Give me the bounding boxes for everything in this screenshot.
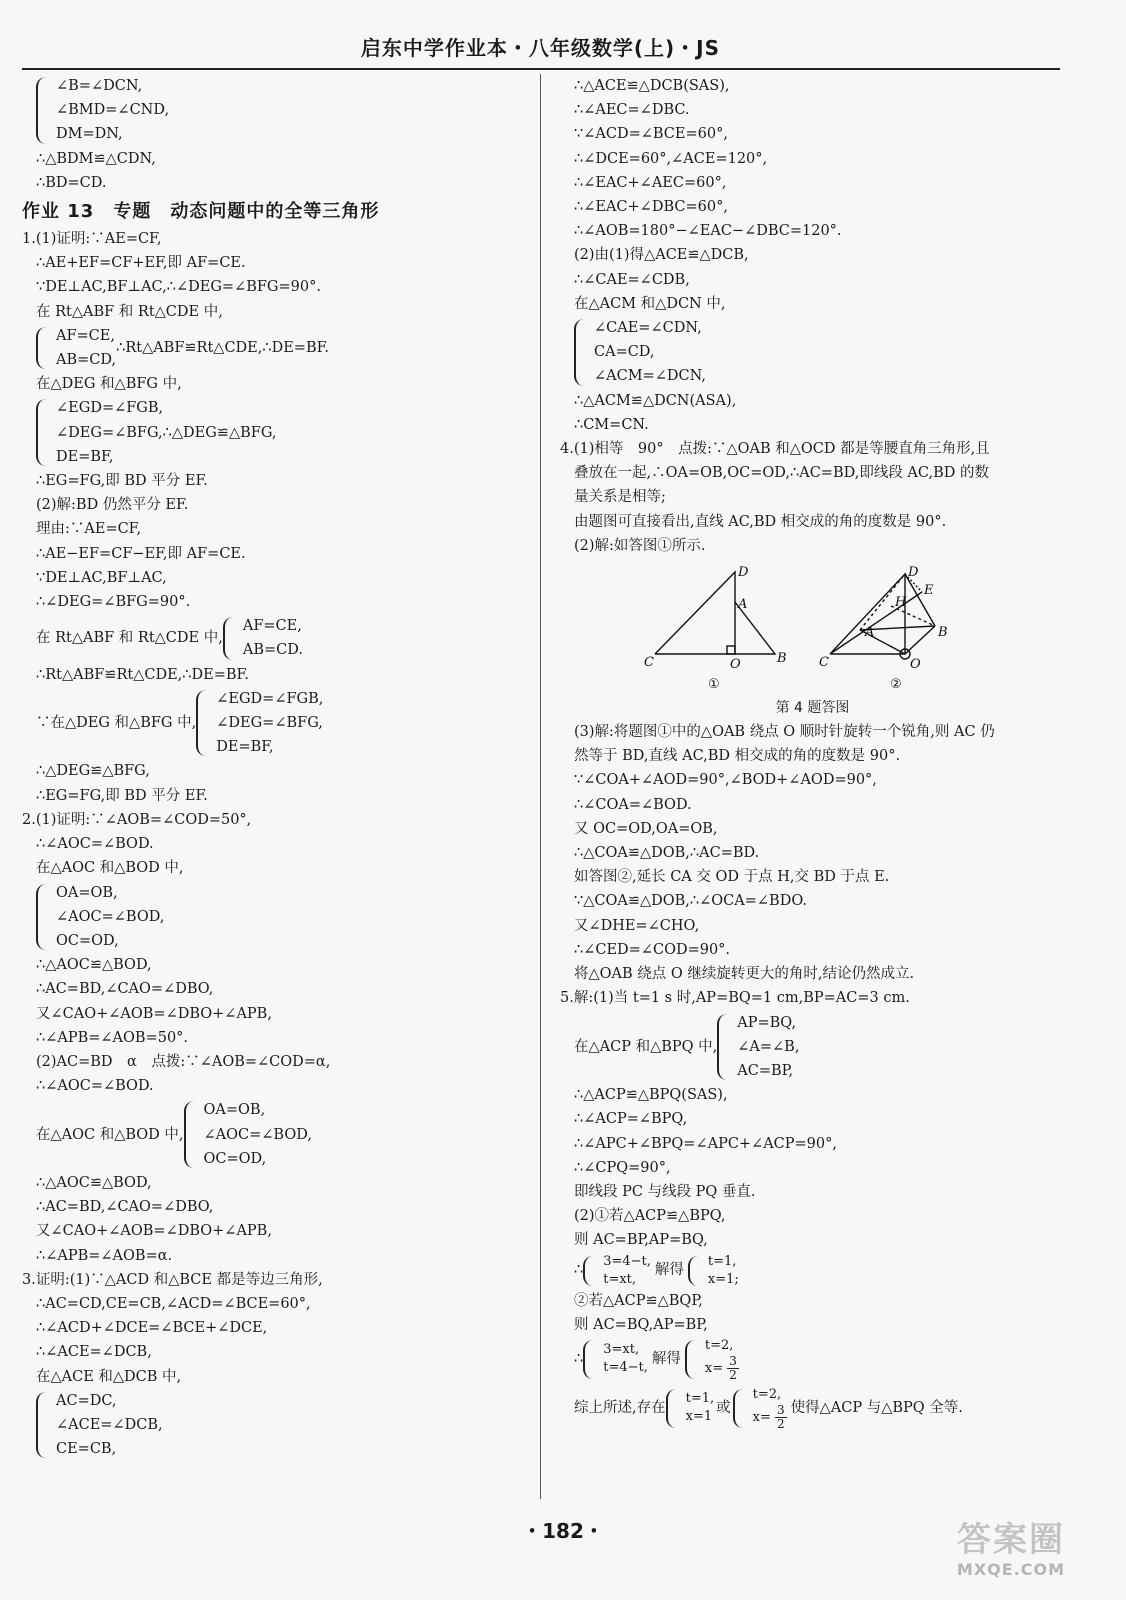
fig1-label-d: D bbox=[738, 565, 749, 581]
left-column bbox=[22, 74, 527, 1461]
text-line: ∴△ACE≌△DCB(SAS), bbox=[574, 78, 730, 94]
fig2-label-c: C bbox=[819, 655, 829, 671]
text-line: ∴△BDM≌△CDN, bbox=[36, 150, 156, 167]
brace-system bbox=[560, 1011, 1065, 1084]
text-line: 又∠CAO+∠AOB=∠DBO+∠APB, bbox=[36, 1005, 272, 1022]
text-line: x= bbox=[752, 1409, 771, 1425]
text-line: 在△ACM 和△DCN 中, bbox=[574, 295, 726, 312]
brace-icon bbox=[583, 1256, 599, 1286]
text-line: ∠DEG=∠BFG, bbox=[216, 715, 323, 732]
text-line: 又 OC=OD,OA=OB, bbox=[574, 820, 718, 837]
watermark-site: MXQE.COM bbox=[956, 1560, 1066, 1579]
text-line: CA=CD, bbox=[594, 344, 655, 361]
fraction-line bbox=[753, 1404, 787, 1431]
text-line: (2)AC=BD α 点拨:∵∠AOB=∠COD=α, bbox=[36, 1053, 331, 1070]
text-line: 3=4−t, bbox=[603, 1253, 651, 1269]
brace-icon bbox=[36, 77, 52, 144]
text-line: 4.(1)相等 90° 点拨:∵△OAB 和△OCD 都是等腰直角三角形,且 bbox=[560, 441, 990, 458]
text-line: (3)解:将题图①中的△OAB 绕点 O 顺时针旋转一个锐角,则 AC 仍 bbox=[574, 724, 995, 741]
text-line: 如答图②,延长 CA 交 OD 于点 H,交 BD 于点 E. bbox=[574, 869, 890, 886]
text-line: 使得△ACP 与△BPQ 全等. bbox=[790, 1400, 963, 1417]
equation-system bbox=[560, 1386, 1065, 1431]
text-line: ∵∠COA+∠AOD=90°,∠BOD+∠AOD=90°, bbox=[574, 772, 877, 789]
text-line: 3=xt, bbox=[603, 1342, 640, 1358]
text-line: 在 Rt△ABF 和 Rt△CDE 中, bbox=[36, 303, 223, 320]
text-line: 然等于 BD,直线 AC,BD 相交成的角的度数是 90°. bbox=[574, 748, 901, 765]
text-line: ∠EGD=∠FGB, bbox=[56, 400, 164, 417]
fig2-number: ② bbox=[890, 677, 902, 693]
therefore-symbol: ∴ bbox=[574, 1262, 584, 1279]
text-line: ∠CAE=∠CDN, bbox=[594, 320, 702, 337]
text-line: 由题图可直接看出,直线 AC,BD 相交成的角的度数是 90°. bbox=[574, 513, 947, 530]
brace-icon bbox=[36, 1392, 52, 1459]
text-line: x=1 bbox=[685, 1409, 713, 1425]
fig1-label-c: C bbox=[644, 655, 654, 671]
column-divider bbox=[540, 74, 541, 1499]
fraction-denominator: 2 bbox=[729, 1367, 737, 1382]
text-line: t=1, bbox=[685, 1391, 715, 1407]
text-line: ∵△COA≌△DOB,∴∠OCA=∠BDO. bbox=[574, 893, 807, 910]
text-line: ∴BD=CD. bbox=[36, 174, 107, 191]
text-line: OC=OD, bbox=[203, 1150, 267, 1167]
section-heading: 作业 13 专题 动态问题中的全等三角形 bbox=[22, 201, 380, 223]
text-line: 在△DEG 和△BFG 中, bbox=[36, 376, 182, 393]
text-line: ∴∠AOC=∠BOD. bbox=[36, 1078, 154, 1095]
text-line: 3.证明:(1)∵△ACD 和△BCE 都是等边三角形, bbox=[22, 1271, 323, 1288]
fig2-label-a: A bbox=[865, 625, 875, 641]
fig2-label-e: E bbox=[924, 583, 934, 599]
fraction-line bbox=[705, 1355, 739, 1382]
segment-ob bbox=[905, 626, 935, 654]
text-line: 在△ACE 和△DCB 中, bbox=[36, 1368, 182, 1385]
text-line: 又∠CAO+∠AOB=∠DBO+∠APB, bbox=[36, 1223, 272, 1240]
text-line: 解得 bbox=[651, 1351, 681, 1368]
fig2-label-h: H bbox=[895, 595, 907, 611]
text-line: ∠BMD=∠CND, bbox=[56, 102, 170, 119]
text-line: 5.解:(1)当 t=1 s 时,AP=BQ=1 cm,BP=AC=3 cm. bbox=[560, 990, 910, 1007]
text-line: ∴AE+EF=CF+EF,即 AF=CE. bbox=[36, 255, 246, 272]
text-line: ∠DEG=∠BFG,∴△DEG≌△BFG, bbox=[56, 424, 277, 441]
text-line: ∵DE⊥AC,BF⊥AC,∴∠DEG=∠BFG=90°. bbox=[36, 279, 321, 296]
text-line: ∴△ACM≌△DCN(ASA), bbox=[574, 392, 737, 409]
figure-1 bbox=[655, 572, 775, 654]
text-line: OA=OB, bbox=[203, 1102, 266, 1119]
text-line: 或 bbox=[716, 1400, 731, 1417]
brace-icon bbox=[666, 1389, 682, 1428]
text-line: ∴EG=FG,即 BD 平分 EF. bbox=[36, 473, 208, 490]
text-line: ∴Rt△ABF≌Rt△CDE,∴DE=BF. bbox=[36, 666, 249, 683]
text-line: ∴∠COA=∠BOD. bbox=[574, 796, 692, 813]
therefore-symbol: ∴ bbox=[574, 1351, 584, 1368]
text-line: 在 Rt△ABF 和 Rt△CDE 中, bbox=[36, 630, 223, 647]
text-line: (2)由(1)得△ACE≌△DCB, bbox=[574, 247, 749, 264]
text-line: 则 AC=BP,AP=BQ, bbox=[574, 1232, 708, 1249]
brace-icon bbox=[196, 690, 212, 757]
text-line: ∴∠AEC=∠DBC. bbox=[574, 102, 690, 119]
text-line: ②若△ACP≌△BQP, bbox=[574, 1292, 703, 1309]
text-line: ∴AE−EF=CF−EF,即 AF=CE. bbox=[36, 545, 246, 562]
figure-4-diagrams bbox=[560, 564, 1065, 694]
brace-system bbox=[22, 881, 527, 954]
text-line: AF=CE, bbox=[56, 327, 115, 344]
fig2-label-o: O bbox=[910, 657, 921, 673]
brace-system bbox=[22, 1098, 527, 1171]
text-line: ∴∠AOB=180°−∠EAC−∠DBC=120°. bbox=[574, 223, 842, 240]
text-line: ∴△DEG≌△BFG, bbox=[36, 763, 150, 780]
text-line: ∵∠ACD=∠BCE=60°, bbox=[574, 126, 728, 143]
text-line: ∴CM=CN. bbox=[574, 416, 649, 433]
text-line: OA=OB, bbox=[56, 884, 118, 901]
brace-icon bbox=[688, 1256, 704, 1286]
text-line: ∴∠CED=∠COD=90°. bbox=[574, 941, 731, 958]
triangle-ocd bbox=[830, 574, 905, 654]
text-line: ∴Rt△ABF≌Rt△CDE,∴DE=BF. bbox=[116, 339, 330, 356]
text-line: ∵在△DEG 和△BFG 中, bbox=[36, 715, 197, 732]
text-line: ∴EG=FG,即 BD 平分 EF. bbox=[36, 787, 208, 804]
text-line: AF=CE, bbox=[242, 618, 302, 635]
text-line: ∴∠ACP=∠BPQ, bbox=[574, 1111, 688, 1128]
text-line: AP=BQ, bbox=[737, 1014, 797, 1031]
fig2-label-b: B bbox=[938, 625, 948, 641]
text-line: t=2, bbox=[752, 1386, 782, 1402]
page-header bbox=[22, 26, 1060, 70]
text-line: ∴AC=BD,∠CAO=∠DBO, bbox=[36, 1199, 214, 1216]
text-line: ∠AOC=∠BOD, bbox=[56, 908, 165, 925]
brace-icon bbox=[717, 1014, 733, 1081]
text-line: ∴△ACP≌△BPQ(SAS), bbox=[574, 1087, 728, 1104]
text-line: 量关系是相等; bbox=[574, 489, 666, 506]
brace-icon bbox=[685, 1340, 701, 1379]
text-line: 解得 bbox=[654, 1262, 684, 1279]
text-line: x=1; bbox=[707, 1271, 739, 1287]
text-line: 在△AOC 和△BOD 中, bbox=[36, 1126, 184, 1143]
brace-icon bbox=[574, 319, 590, 386]
text-line: ∴△AOC≌△BOD, bbox=[36, 1174, 152, 1191]
text-line: AB=CD. bbox=[242, 642, 303, 659]
text-line: ∴∠EAC+∠DBC=60°, bbox=[574, 199, 728, 216]
equation-system bbox=[560, 1337, 1065, 1382]
brace-system bbox=[560, 316, 1065, 389]
text-line: 又∠DHE=∠CHO, bbox=[574, 917, 700, 934]
brace-icon bbox=[184, 1101, 200, 1168]
text-line: ∴∠APB=∠AOB=α. bbox=[36, 1247, 173, 1264]
figure-caption: 第 4 题答图 bbox=[775, 700, 850, 717]
text-line: x= bbox=[704, 1360, 724, 1376]
text-line: ∠ACE=∠DCB, bbox=[56, 1416, 163, 1433]
text-line: CE=CB, bbox=[56, 1441, 117, 1458]
fig1-label-a: A bbox=[738, 597, 748, 613]
text-line: ∴AC=BD,∠CAO=∠DBO, bbox=[36, 981, 214, 998]
fig1-label-o: O bbox=[730, 657, 741, 673]
right-angle-mark bbox=[727, 646, 735, 654]
text-line: ∴∠ACE=∠DCB, bbox=[36, 1344, 152, 1361]
figure-4-answer bbox=[560, 564, 1065, 694]
brace-system bbox=[22, 396, 527, 469]
text-line: ∠A=∠B, bbox=[737, 1038, 800, 1055]
text-line: 在△ACP 和△BPQ 中, bbox=[574, 1038, 718, 1055]
text-line: ∠ACM=∠DCN, bbox=[594, 368, 706, 385]
text-line: 1.(1)证明:∵AE=CF, bbox=[22, 231, 162, 248]
text-line: ∴△AOC≌△BOD, bbox=[36, 957, 152, 974]
text-line: ∠B=∠DCN, bbox=[56, 78, 143, 94]
fraction bbox=[775, 1404, 787, 1431]
line-ce bbox=[830, 592, 922, 654]
text-line: t=2, bbox=[704, 1337, 734, 1353]
text-line: 即线段 PC 与线段 PQ 垂直. bbox=[574, 1183, 756, 1200]
text-line: ∴∠CAE=∠CDB, bbox=[574, 271, 690, 288]
right-column bbox=[560, 74, 1065, 1431]
fraction bbox=[727, 1355, 739, 1382]
brace-system bbox=[22, 324, 527, 372]
brace-icon bbox=[223, 617, 239, 659]
text-line: ∴∠APC+∠BPQ=∠APC+∠ACP=90°, bbox=[574, 1135, 837, 1152]
page-title: 启东中学作业本・八年级数学(上)・JS bbox=[360, 36, 720, 60]
text-line: ∴∠APB=∠AOB=50°. bbox=[36, 1029, 189, 1046]
fraction-denominator: 2 bbox=[777, 1416, 785, 1431]
text-line: ∴AC=CD,CE=CB,∠ACD=∠BCE=60°, bbox=[36, 1295, 311, 1312]
text-line: ∴∠DCE=60°,∠ACE=120°, bbox=[574, 150, 768, 167]
brace-icon bbox=[36, 327, 52, 369]
brace-icon bbox=[583, 1340, 599, 1379]
text-line: (2)解:如答图①所示. bbox=[574, 537, 706, 554]
equation-system bbox=[560, 1253, 1065, 1289]
text-line: ∴∠CPQ=90°, bbox=[574, 1159, 671, 1176]
brace-icon bbox=[36, 399, 52, 466]
brace-system bbox=[22, 687, 527, 760]
text-line: 将△OAB 绕点 O 继续旋转更大的角时,结论仍然成立. bbox=[574, 966, 915, 983]
text-line: 2.(1)证明:∵∠AOB=∠COD=50°, bbox=[22, 811, 252, 828]
fig2-label-d: D bbox=[908, 565, 919, 581]
fraction-numerator: 3 bbox=[729, 1353, 737, 1368]
brace-icon bbox=[733, 1389, 749, 1428]
text-line: 叠放在一起,∴OA=OB,OC=OD,∴AC=BD,即线段 AC,BD 的数 bbox=[574, 465, 989, 482]
text-line: ∠AOC=∠BOD, bbox=[203, 1126, 312, 1143]
text-line: ∴∠DEG=∠BFG=90°. bbox=[36, 594, 191, 611]
brace-system bbox=[22, 74, 527, 147]
fig1-number: ① bbox=[708, 677, 720, 693]
brace-icon bbox=[36, 884, 52, 951]
brace-system bbox=[22, 1389, 527, 1462]
text-line: ∴∠EAC+∠AEC=60°, bbox=[574, 174, 727, 191]
page-number: ・182・ bbox=[522, 1519, 604, 1543]
fraction-numerator: 3 bbox=[777, 1402, 785, 1417]
text-line: DE=BF, bbox=[216, 739, 274, 756]
figure-2 bbox=[830, 574, 935, 659]
text-line: ∵DE⊥AC,BF⊥AC, bbox=[36, 569, 167, 586]
brace-system bbox=[22, 614, 527, 662]
text-line: AC=DC, bbox=[56, 1392, 117, 1409]
text-line: ∠EGD=∠FGB, bbox=[216, 690, 324, 707]
text-line: DE=BF, bbox=[56, 448, 114, 465]
text-line: OC=OD, bbox=[56, 932, 119, 949]
text-line: ∴∠AOC=∠BOD. bbox=[36, 836, 154, 853]
text-line: (2)①若△ACP≌△BPQ, bbox=[574, 1208, 726, 1225]
text-line: AB=CD, bbox=[56, 352, 117, 369]
text-line: ∴△COA≌△DOB,∴AC=BD. bbox=[574, 845, 760, 862]
triangle-ocd bbox=[655, 572, 735, 654]
fig1-label-b: B bbox=[777, 651, 787, 667]
text-line: t=xt, bbox=[603, 1271, 637, 1287]
text-line: ∴∠ACD+∠DCE=∠BCE+∠DCE, bbox=[36, 1320, 268, 1337]
text-line: 则 AC=BQ,AP=BP, bbox=[574, 1316, 708, 1333]
text-line: t=4−t, bbox=[603, 1360, 648, 1376]
text-line: AC=BP, bbox=[737, 1062, 794, 1079]
text-line: 在△AOC 和△BOD 中, bbox=[36, 860, 184, 877]
text-line: (2)解:BD 仍然平分 EF. bbox=[36, 497, 189, 514]
text-line: 综上所述,存在 bbox=[574, 1400, 666, 1417]
watermark-logo bbox=[936, 1520, 1086, 1584]
watermark-glyph: 答案圈 bbox=[957, 1520, 1065, 1560]
text-line: DM=DN, bbox=[56, 126, 123, 143]
text-line: t=1, bbox=[707, 1253, 737, 1269]
text-line: 理由:∵AE=CF, bbox=[36, 521, 142, 538]
